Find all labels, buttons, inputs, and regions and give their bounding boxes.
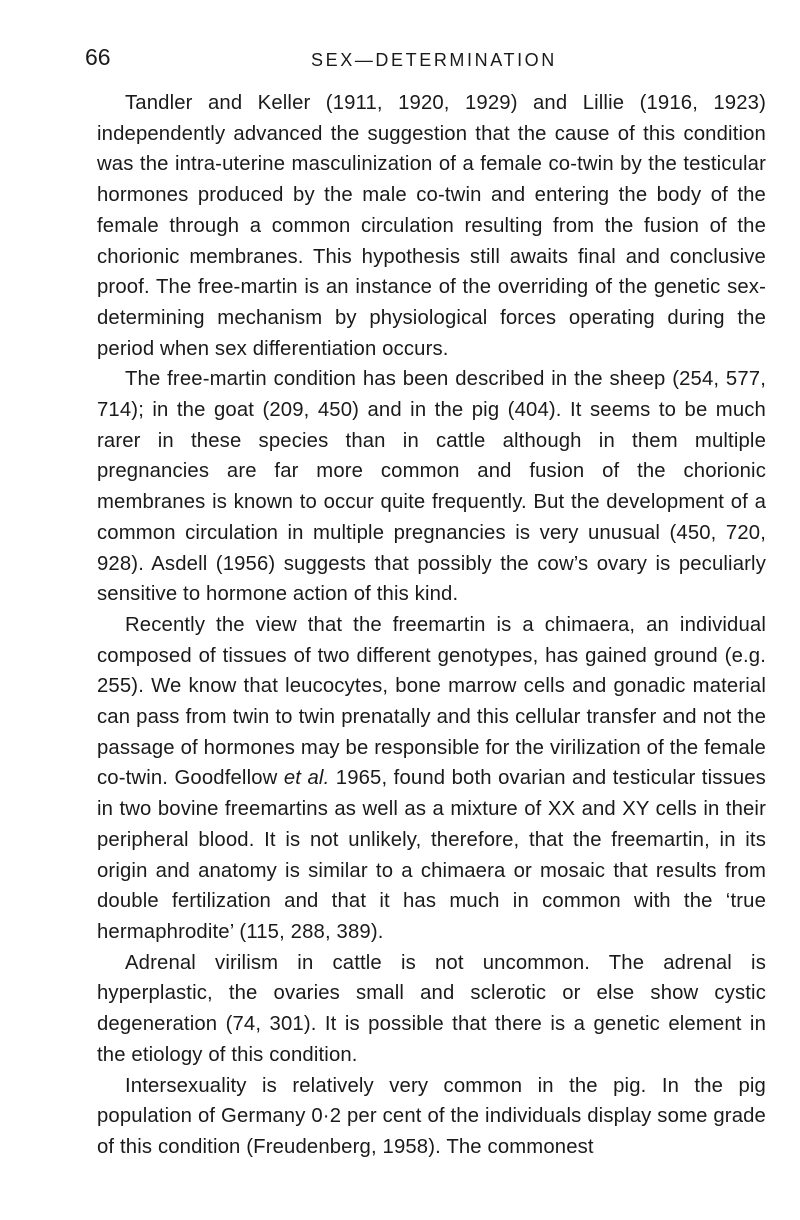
paragraph-pig-intersexuality: Intersexuality is relatively very common in the pig. In the pig population of Germany 0·2 per cent of the individuals display some grade of this condition (Freudenberg, 1958). The commonest: [97, 1074, 766, 1158]
page-header: [85, 42, 685, 76]
page-number: 66: [85, 44, 111, 70]
paragraph-freemartin-hypothesis: Tandler and Keller (1911, 1920, 1929) and Lillie (1916, 1923) independently advanced the suggestion that the cause of this condition was the intra-uterine masculinization of a female co-twin by the testicular hormones produced by the male co-twin and entering the body of the female through a common circulation resulting from the fusion of the chorionic membranes. This hypothesis still awaits final and conclusive proof. The free-martin is an instance of the overriding of the genetic sex-determining mechanism by physiological forces operating during the period when sex differentiation occurs.: [97, 92, 766, 360]
paragraph-chimaera-text-after: 1965, found both ovarian and testicular tissues in two bovine freemartins as well as a mixture of XX and XY cells in their peripheral blood. It is not unlikely, therefore, that the freemartin, in its origin and anatomy is similar to a chimaera or mosaic that results from double fertilization and that it has much in common with the ‘true hermaphrodite’ (115, 288, 389).: [97, 767, 766, 943]
paragraph-chimaera-text-before: Recently the view that the freemartin is a chimaera, an individual composed of tissues of two different genotypes, has gained ground (e.g. 255). We know that leucocytes, bone marrow cells and gonadic material can pass from twin to twin prenatally and this cellular transfer and not the passage of hormones may be responsible for the virilization of the female co-twin. Goodfellow: [97, 613, 766, 790]
running-title: SEX—DETERMINATION: [311, 50, 557, 70]
italic-et-al: et al.: [283, 767, 330, 790]
paragraph-other-species: The free-martin condition has been described in the sheep (254, 577, 714); in the goat (209, 450) and in the pig (404). It seems to be much rarer in these species than in cattle although in them multiple pregnancies are far more common and fusion of the chorionic membranes is known to occur quite frequently. But the development of a common circulation in multiple pregnancies is very unusual (450, 720, 928). Asdell (1956) suggests that possibly the cow’s ovary is peculiarly sensitive to hormone action of this kind.: [97, 368, 766, 606]
body-text: [97, 88, 766, 1163]
paragraph-chimaera-view: [97, 610, 766, 948]
paragraph-adrenal-virilism: Adrenal virilism in cattle is not uncommon. The adrenal is hyperplastic, the ovaries small and sclerotic or else show cystic degeneration (74, 301). It is possible that there is a genetic element in the etiology of this condition.: [97, 951, 766, 1066]
